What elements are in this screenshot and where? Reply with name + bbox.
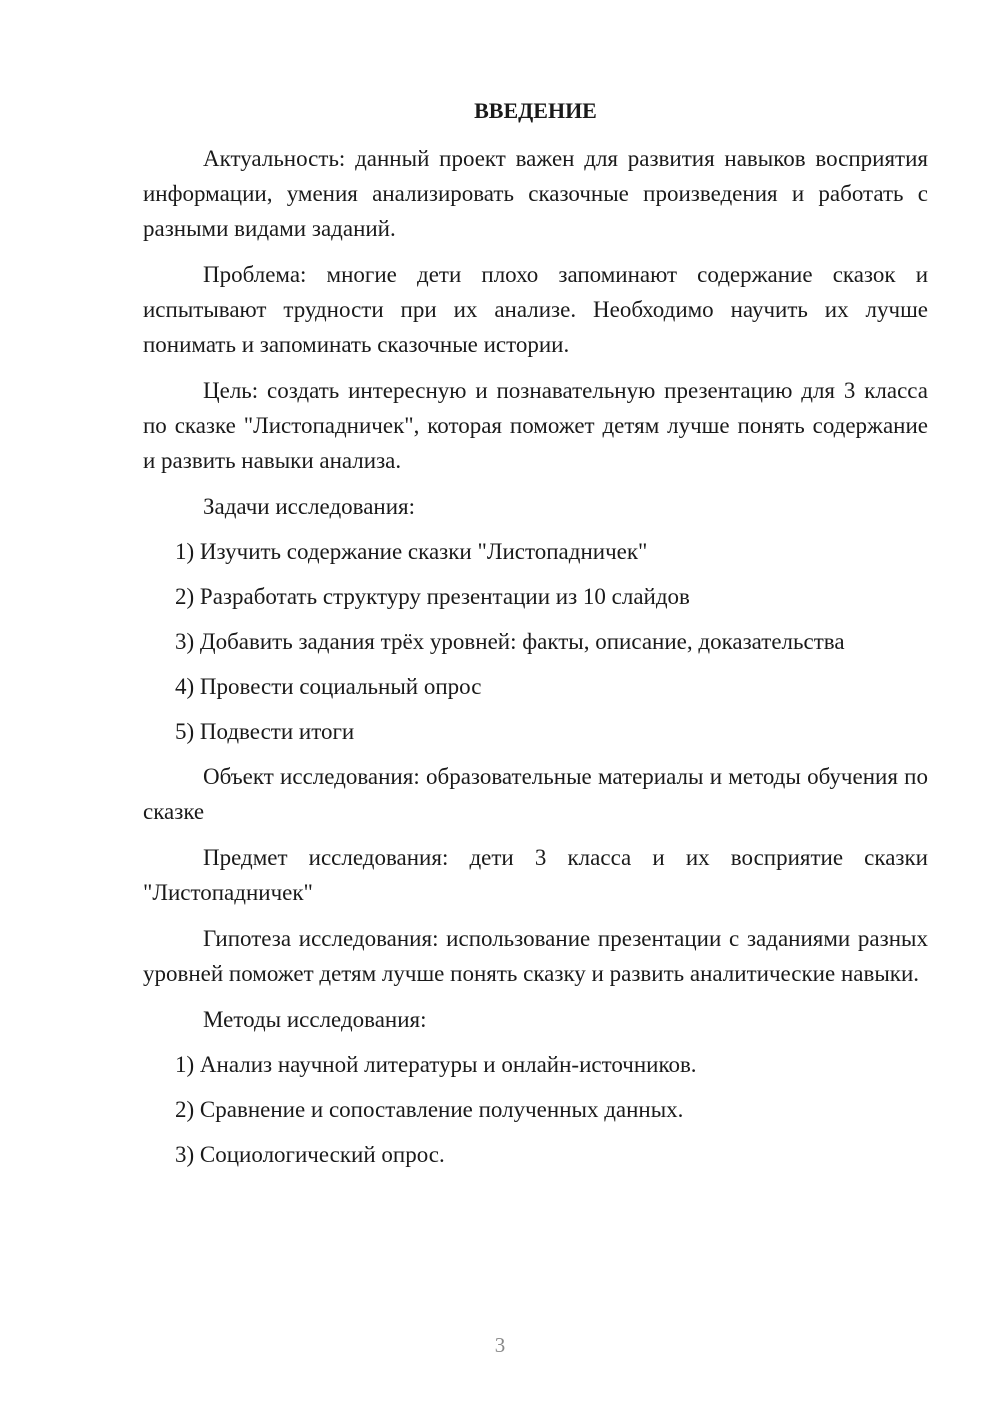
list-item: 1) Анализ научной литературы и онлайн-источников. (175, 1052, 697, 1077)
list-item: 3) Социологический опрос. (175, 1142, 445, 1167)
subject-paragraph: Предмет исследования: дети 3 класса и их восприятие сказки "Листопадничек" (143, 845, 928, 905)
page-number: 3 (494, 1333, 506, 1357)
section-title: ВВЕДЕНИЕ (474, 98, 597, 123)
methods-list (143, 1047, 928, 1172)
relevance-paragraph: Актуальность: данный проект важен для развития навыков восприятия информации, умения анализировать сказочные произведения и работать с разными видами заданий. (143, 146, 928, 241)
list-item: 1) Изучить содержание сказки "Листопадничек" (175, 539, 648, 564)
list-item: 2) Сравнение и сопоставление полученных данных. (175, 1097, 684, 1122)
tasks-list (143, 534, 928, 749)
document-page (143, 95, 928, 1182)
hypothesis-paragraph: Гипотеза исследования: использование презентации с заданиями разных уровней поможет детям лучше понять сказку и развить аналитические навыки. (143, 926, 928, 986)
list-item: 3) Добавить задания трёх уровней: факты, описание, доказательства (175, 629, 845, 654)
list-item: 5) Подвести итоги (175, 719, 355, 744)
list-item: 4) Провести социальный опрос (175, 674, 482, 699)
object-paragraph: Объект исследования: образовательные материалы и методы обучения по сказке (143, 764, 928, 824)
list-item: 2) Разработать структуру презентации из 10 слайдов (175, 584, 690, 609)
methods-heading: Методы исследования: (203, 1007, 427, 1032)
tasks-heading: Задачи исследования: (203, 494, 416, 519)
goal-paragraph: Цель: создать интересную и познавательную презентацию для 3 класса по сказке "Листопадничек", которая поможет детям лучше понять содержание и развить навыки анализа. (143, 378, 928, 473)
problem-paragraph: Проблема: многие дети плохо запоминают содержание сказок и испытывают трудности при их анализе. Необходимо научить их лучше понимать и запоминать сказочные истории. (143, 262, 928, 357)
